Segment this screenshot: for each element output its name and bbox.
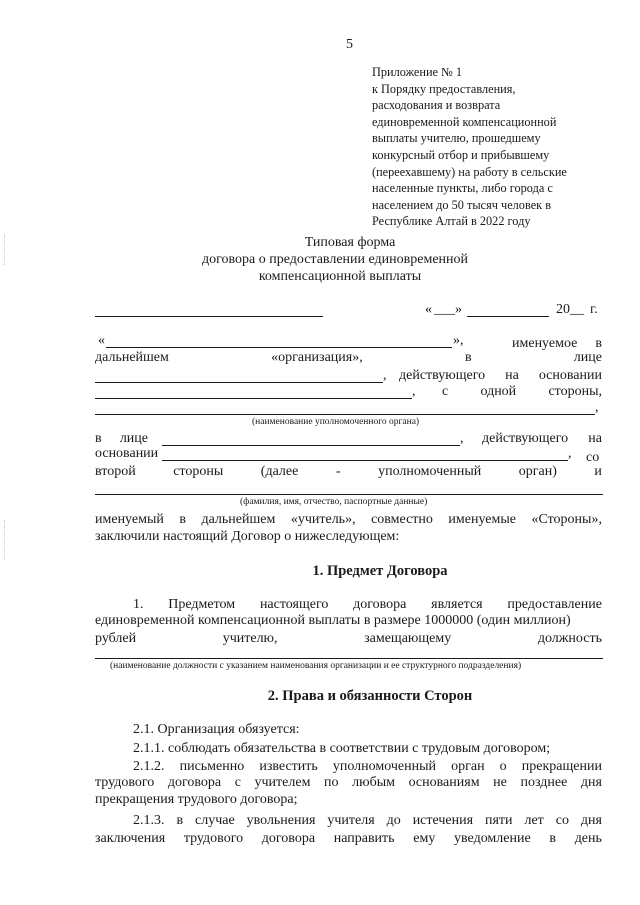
word: 2.1.3. [133,813,165,828]
word: уполномоченный [332,759,437,774]
word: «учитель», [290,512,356,527]
word: именуемое [512,336,578,351]
item-2-1-2-row2 [95,775,602,791]
word: и [594,464,602,479]
word: является [431,597,483,612]
word: день [574,831,602,846]
word: именуемые [448,512,516,527]
annex-line: конкурсный отбор и прибывшему [372,147,550,162]
place-blank [95,316,323,317]
annex-line: Республике Алтай в 2022 году [372,214,531,229]
item-2-1-3-row2 [95,831,602,847]
org-close-quote: », [453,333,464,348]
date-day-blank: ___ [434,302,455,317]
margin-dots-bottom [4,520,6,560]
word: должность [537,631,602,646]
word: рублей [95,631,137,646]
word: «организация», [271,350,363,365]
word: дня [580,775,602,790]
word: договора [261,831,316,846]
caption-teacher-details: (фамилия, имя, отчество, паспортные данные) [240,497,428,507]
word: именуемый [95,512,164,527]
word: в [176,813,184,828]
word: на [505,368,519,383]
word: в [549,831,556,846]
word: лет [524,813,544,828]
row3-words [399,368,602,384]
word: орган [451,759,485,774]
word: (далее [260,464,299,479]
row9-words [95,512,602,528]
item-2-1-3-row1 [133,813,602,829]
annex-line: к Порядку предоставления, [372,81,516,96]
word: о [499,759,507,774]
word: стороны [173,464,224,479]
word: направить [333,831,395,846]
representative-blank [95,382,383,383]
word: известить [259,759,318,774]
word: договора [353,597,407,612]
word: действующего [482,431,569,446]
caption-position: (наименование должности с указанием наименования организации и ее структурного подразделения) [110,661,522,671]
word: «Стороны», [531,512,602,527]
word: учителем [254,775,311,790]
s1-row2-text: единовременной компенсационной выплаты в размере 1000000 (один миллион) [95,613,571,628]
word: Предметом [168,597,236,612]
word: 1. [133,597,144,612]
row6-left-words [95,431,148,447]
date-open-quote: « [425,302,432,317]
word: в [179,512,186,527]
word: дальнейшем [95,350,169,365]
word: замещающему [364,631,452,646]
word: совместно [371,512,433,527]
row7-right-word: со [586,450,600,465]
position-blank [95,658,603,659]
row5-comma: , [595,400,599,415]
annex-line: Приложение № 1 [372,65,463,79]
word: заключения [95,831,166,846]
word: основании [538,368,602,383]
word: учителя [327,813,375,828]
caption-authorized-body: (наименование уполномоченного органа) [252,417,420,427]
word: лице [119,431,148,446]
section1-heading: 1. Предмет Договора [312,563,448,579]
s1-row3-words [95,631,602,647]
word: увольнения [246,813,316,828]
word: дня [580,813,602,828]
date-close-quote: » [455,302,462,317]
word: в [595,336,602,351]
word: уполномоченный [378,464,482,479]
word: истечения [412,813,474,828]
word: любым [352,775,395,790]
title-line: договора о предоставлении единовременной [201,252,469,267]
annex-line: выплаты учителю, прошедшему [372,131,541,146]
row3-comma: , [383,368,387,383]
page-number: 5 [346,37,353,52]
basis-blank [95,398,412,399]
word: уведомление [454,831,531,846]
annex-line: единовременной компенсационной [372,114,557,129]
title-line: Типовая форма [304,235,396,250]
authorized-body-blank [95,414,595,415]
word: одной [480,384,517,399]
word: пяти [485,813,513,828]
word: предоставление [507,597,602,612]
org-name-blank [106,347,452,348]
authorized-basis-blank [162,460,568,461]
row8-words [95,464,602,480]
word: орган) [518,464,557,479]
word: позднее [520,775,568,790]
date-year-prefix: 20 [556,302,570,317]
annex-line: расходования и возврата [372,98,501,113]
item-2-1-2-row1 [133,759,602,775]
word: трудового [183,831,244,846]
word: в [464,350,472,365]
item-2-1: 2.1. Организация обязуется: [133,722,300,737]
word: прекращении [521,759,602,774]
title-line: компенсационной выплаты [258,269,422,284]
row4-comma: , [412,384,416,399]
row6-comma: , [460,431,464,446]
teacher-details-blank [95,494,603,495]
word: 2.1.2. [133,759,165,774]
org-open-quote: « [98,333,105,348]
word: письменно [179,759,245,774]
date-year-suffix: г. [590,302,598,317]
row2-words [95,350,602,366]
word: договора [167,775,222,790]
date-month-blank [467,316,549,317]
annex-block [372,64,622,230]
word: по [324,775,339,790]
row10-text: заключили настоящий Договор о нижеследующем: [95,529,400,544]
word: с [442,384,449,399]
date-year-blank: __ [570,302,584,317]
s1-row1-words [133,597,602,613]
word: стороны, [548,384,602,399]
item-2-1-2-row3: прекращения трудового договора; [95,792,298,807]
authorized-rep-blank [162,445,460,446]
annex-line: (переехавшему) на работу в сельские [372,164,567,179]
word: не [493,775,507,790]
word: лице [573,350,602,365]
row4-words [442,384,602,400]
annex-line: населенные пункты, либо города с [372,181,553,196]
word: настоящего [259,597,329,612]
word: на [588,431,602,446]
document-title [0,234,640,285]
word: - [335,464,341,479]
word: действующего [399,368,486,383]
word: учителю, [222,631,278,646]
row6-right-words [482,431,602,447]
word: дальнейшем [201,512,276,527]
section2-heading: 2. Права и обязанности Сторон [267,688,473,704]
row7-comma: , [568,446,572,461]
annex-line: населением до 50 тысяч человек в [372,197,552,212]
item-2-1-1: 2.1.1. соблюдать обязательства в соответствии с трудовым договором; [133,741,551,756]
word: ему [413,831,436,846]
row7-left-word: основании [95,446,159,461]
word: до [386,813,401,828]
word: случае [195,813,235,828]
word: основаниям [408,775,480,790]
word: трудового [95,775,155,790]
word: в [95,431,102,446]
word: с [234,775,241,790]
word: со [555,813,569,828]
word: второй [95,464,136,479]
